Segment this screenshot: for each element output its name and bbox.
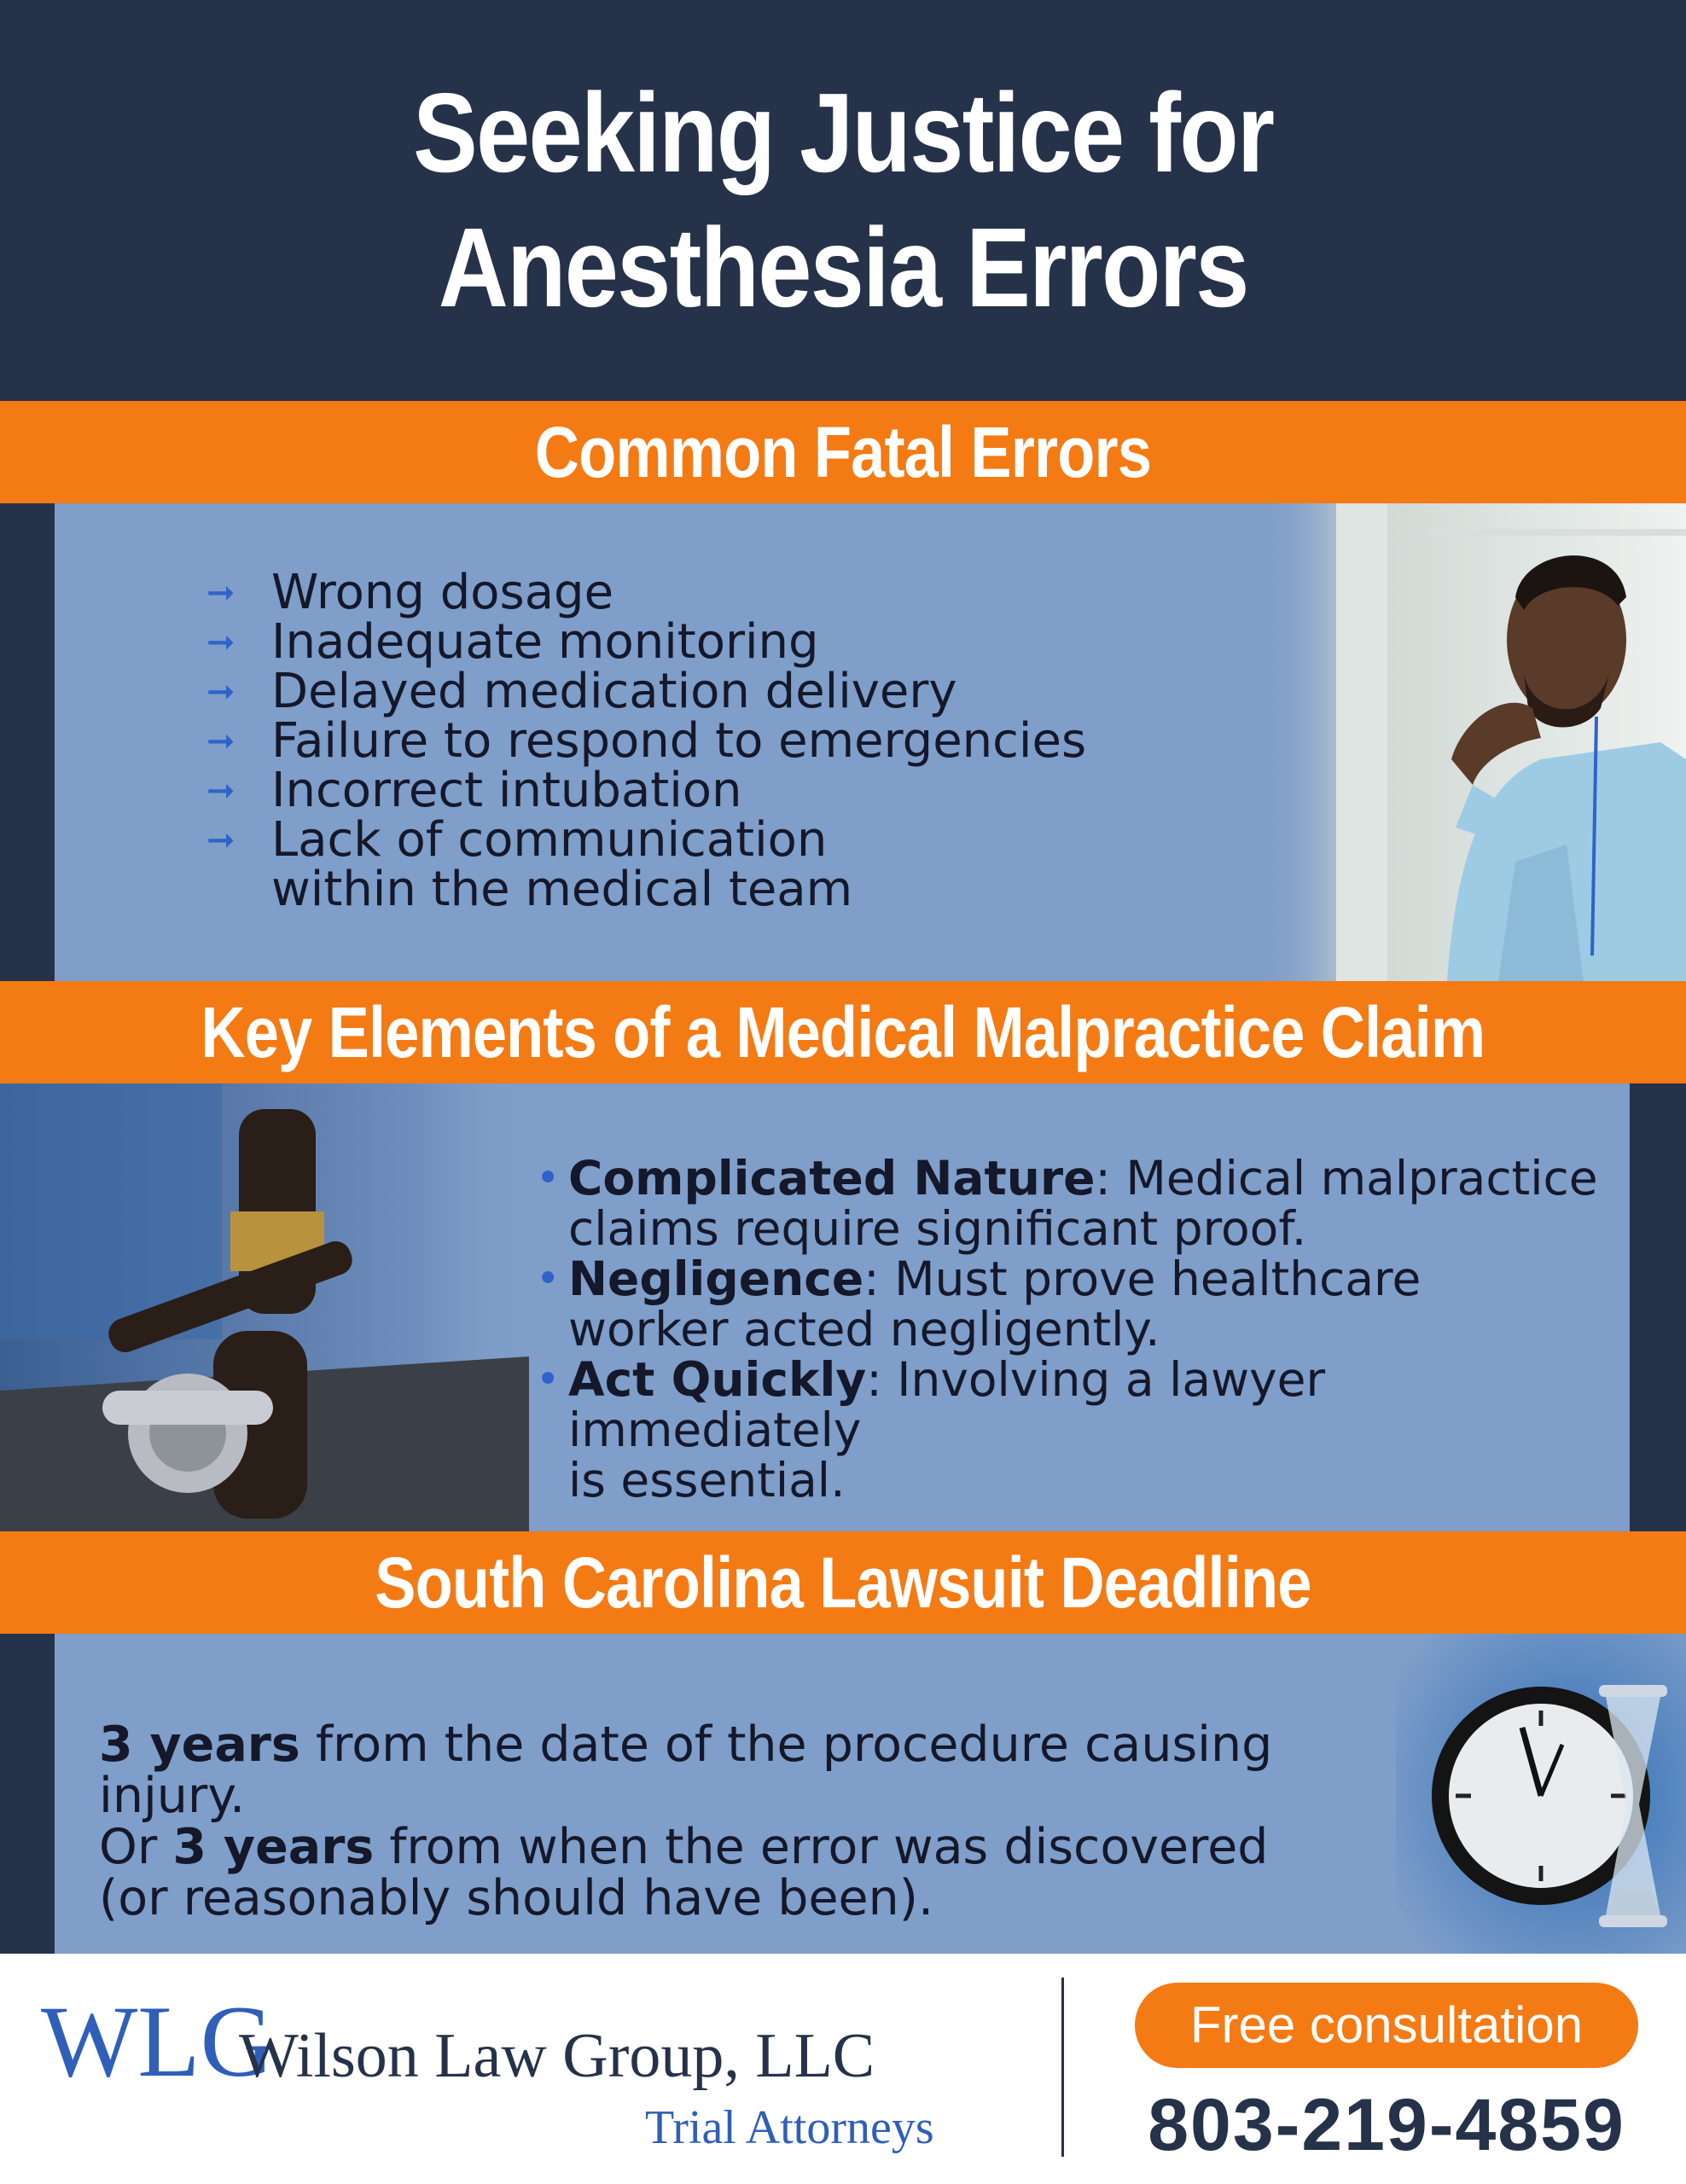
list-item: ➞ Lack of communication within the medical team [206,812,853,917]
list-item: ➞ Wrong dosage [206,565,614,620]
arrow-right-icon: ➞ [206,573,235,613]
free-consultation-button[interactable]: Free consultation [1135,1983,1638,2068]
arrow-right-icon: ➞ [206,722,235,761]
hero-header [0,0,1686,401]
wlg-logo [41,1984,275,2148]
list-item: ➞ Incorrect intubation [206,763,742,818]
section-heading-key-elements [0,981,1686,1083]
svg-text:WLG: WLG [41,1984,275,2098]
list-item: • Act Quickly: Involving a lawyer immediately is essential. [536,1352,1326,1507]
key-elements-list [536,1153,1611,1506]
heading-key-elements: Key Elements of a Medical Malpractice Claim [201,991,1485,1072]
list-item: • Complicated Nature: Medical malpractice claims require significant proof. [536,1151,1598,1256]
heading-deadline: South Carolina Lawsuit Deadline [375,1542,1311,1623]
fatal-errors-list [206,565,1273,917]
firm-subtitle: Trial Attorneys [645,2101,934,2154]
list-item: ➞ Delayed medication delivery [206,664,957,719]
footer-divider [1061,1978,1064,2157]
bullet-icon: • [536,1255,561,1303]
section-heading-fatal-errors [0,401,1686,503]
list-item: ➞ Failure to respond to emergencies [206,713,1087,769]
footer [0,1954,1686,2184]
list-item: ➞ Inadequate monitoring [206,614,819,670]
deadline-panel [0,1634,1686,1954]
phone-number[interactable]: 803-219-4859 [1148,2084,1625,2166]
arrow-right-icon: ➞ [206,623,235,662]
arrow-right-icon: ➞ [206,672,235,712]
title-line-1: Seeking Justice for [412,70,1274,195]
page-title [413,66,1273,335]
clock-hourglass-icon [1396,1634,1686,1954]
key-elements-panel [0,1083,1686,1531]
worried-nurse-photo [1259,503,1686,981]
section-heading-deadline [0,1531,1686,1634]
heading-fatal-errors: Common Fatal Errors [534,411,1152,492]
arrow-right-icon: ➞ [206,821,235,860]
bullet-icon: • [536,1356,561,1403]
gavel-stethoscope-icon [0,1083,529,1531]
bullet-icon: • [536,1154,561,1202]
list-item: • Negligence: Must prove healthcare worker acted negligently. [536,1252,1421,1356]
fatal-errors-panel [0,503,1686,981]
deadline-text: 3 years from the date of the procedure causing injury. Or 3 years from when the error was discovered (or reasonably should have been). [99,1716,1273,1926]
title-line-2: Anesthesia Errors [438,205,1248,330]
firm-name: Wilson Law Group, LLC [239,2021,875,2091]
arrow-right-icon: ➞ [206,771,235,810]
